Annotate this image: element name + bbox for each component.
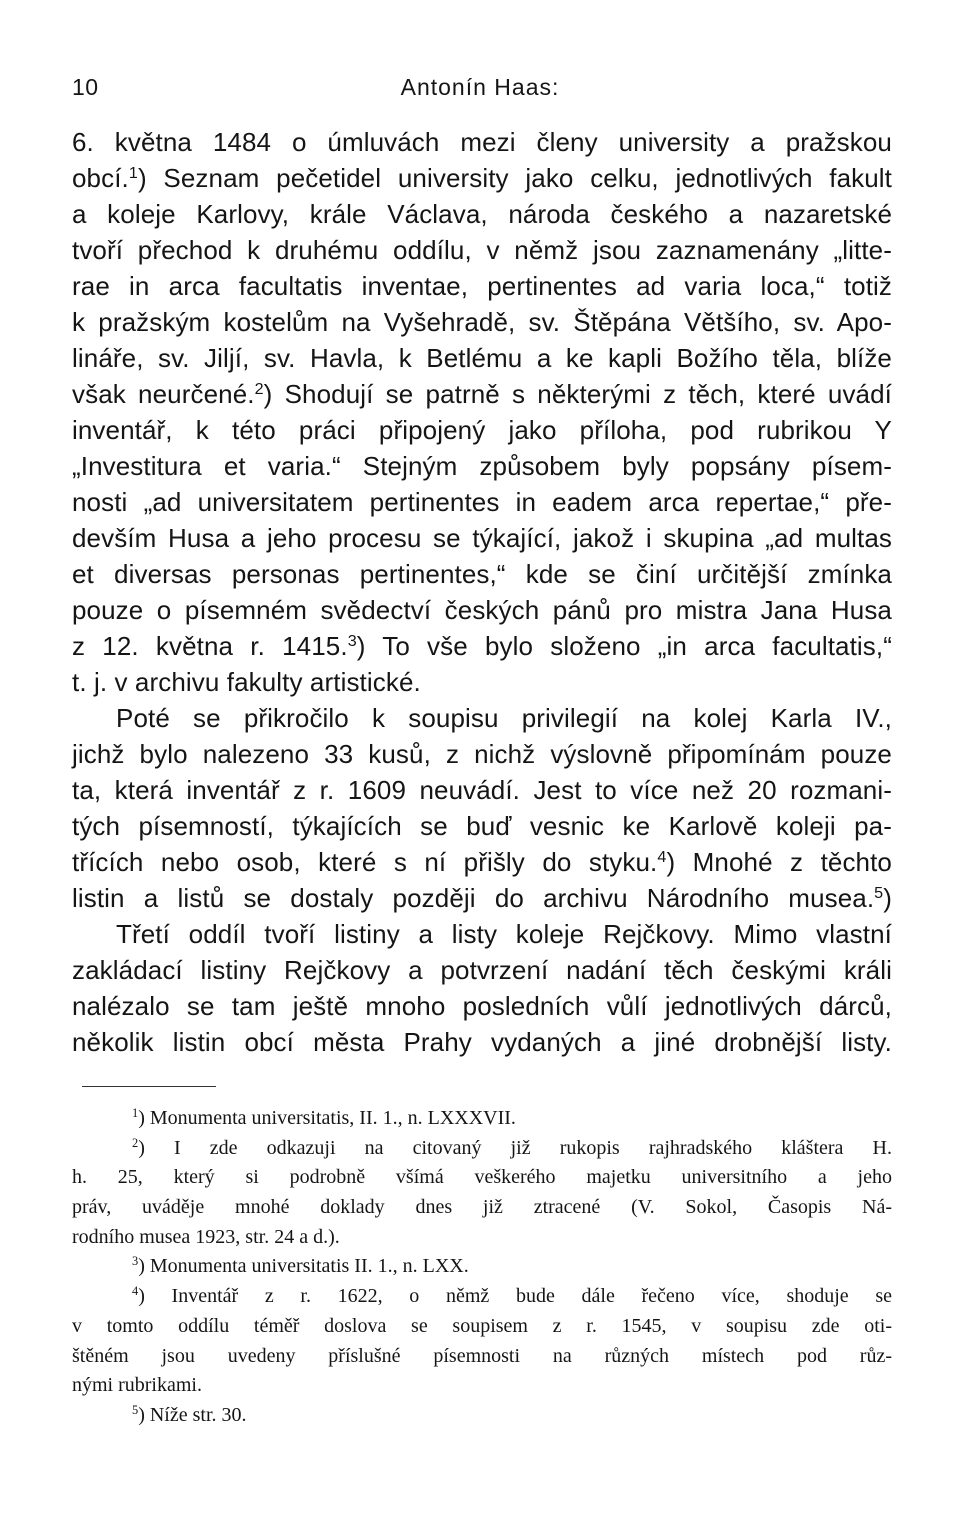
body-line: [72, 520, 892, 556]
text-run: ) Níže str. 30.: [138, 1403, 247, 1426]
text-run: zakládací listiny Rejčkovy a potvrzení nadání těch českými králi: [72, 955, 892, 985]
footnote-separator: [82, 1086, 216, 1087]
text-run: pouze o písemném svědectví českých pánů pro mistra Jana Husa: [72, 595, 892, 625]
footnote-marker: 5: [132, 1403, 139, 1418]
footnote-line: [72, 1163, 892, 1193]
text-run: ) Mnohé z těchto: [666, 847, 892, 877]
body-line: [72, 664, 892, 700]
footnote-line: [72, 1312, 892, 1342]
footnote-line: [72, 1252, 892, 1282]
text-run: rae in arca facultatis inventae, pertinentes ad varia loca,“ totiž: [72, 271, 892, 301]
text-run: však neurčené.: [72, 379, 255, 409]
footnote-marker: 3: [132, 1254, 139, 1269]
footnote-line: [72, 1104, 892, 1134]
footnote-line: [72, 1371, 892, 1401]
text-run: obcí.: [72, 163, 129, 193]
text-run: ): [883, 883, 892, 913]
body-line: [72, 304, 892, 340]
body-line: [72, 448, 892, 484]
text-run: ) Monumenta universitatis II. 1., n. LXX.: [138, 1255, 469, 1278]
footnote-line: [72, 1342, 892, 1372]
text-run: ) Shodují se patrně s některými z těch, které uvádí: [263, 379, 892, 409]
footnote-line: [72, 1401, 892, 1431]
text-run: Třetí oddíl tvoří listiny a listy koleje Rejčkovy. Mimo vlastní: [116, 919, 892, 949]
text-run: z 12. května r. 1415.: [72, 631, 348, 661]
text-run: k pražským kostelům na Vyšehradě, sv. Štěpána Většího, sv. Apo-: [72, 307, 892, 337]
footnote-marker: 4: [657, 848, 667, 867]
text-run: t. j. v archivu fakulty artistické.: [72, 667, 421, 697]
body-line: [72, 412, 892, 448]
body-line: [72, 376, 892, 412]
text-run: tvoří přechod k druhému oddílu, v němž jsou zaznamenány „litte-: [72, 235, 892, 265]
body-line: [72, 592, 892, 628]
text-run: Poté se přikročilo k soupisu privilegií na kolej Karla IV.,: [116, 703, 892, 733]
body-line: [72, 124, 892, 160]
footnote-line: [72, 1223, 892, 1253]
body-line: [72, 880, 892, 916]
body-line: [72, 844, 892, 880]
text-run: v tomto oddílu téměř doslova se soupisem z r. 1545, v soupisu zde oti-: [72, 1314, 892, 1337]
body-line: [72, 952, 892, 988]
text-run: „Investitura et varia.“ Stejným způsobem byly popsány písem-: [72, 451, 892, 481]
footnote-marker: 2: [132, 1135, 139, 1150]
text-run: lináře, sv. Jiljí, sv. Havla, k Betlému a ke kapli Božího těla, blíže: [72, 343, 892, 373]
footnote-marker: 3: [347, 632, 357, 651]
text-run: devším Husa a jeho procesu se týkající, jakož i skupina „ad multas: [72, 523, 892, 553]
footnote-marker: 1: [132, 1106, 139, 1121]
body-line: [72, 808, 892, 844]
body-line: [72, 736, 892, 772]
text-run: h. 25, který si podrobně všímá veškerého majetku universitního a jeho: [72, 1166, 892, 1189]
body-line: [72, 196, 892, 232]
body-line: [72, 232, 892, 268]
footnotes: [72, 1104, 892, 1431]
text-run: několik listin obcí města Prahy vydaných a jiné drobnější listy.: [72, 1027, 892, 1057]
text-run: ) Inventář z r. 1622, o němž bude dále řečeno více, shoduje se: [138, 1285, 892, 1308]
running-title: Antonín Haas:: [400, 74, 560, 100]
footnote-marker: 1: [128, 164, 138, 183]
text-run: štěném jsou uvedeny příslušné písemnosti na různých místech pod růz-: [72, 1344, 892, 1367]
footnote-marker: 4: [132, 1284, 139, 1299]
body-line: [72, 628, 892, 664]
body-text: [72, 124, 892, 1060]
footnote-line: [72, 1134, 892, 1164]
text-run: listin a listů se dostaly později do archivu Národního musea.: [72, 883, 875, 913]
body-line: [72, 268, 892, 304]
body-line: [72, 916, 892, 952]
text-run: inventář, k této práci připojený jako příloha, pod rubrikou Y: [72, 415, 892, 445]
body-line: [72, 556, 892, 592]
page-number: 10: [72, 74, 99, 100]
footnote-line: [72, 1193, 892, 1223]
text-run: rodního musea 1923, str. 24 a d.).: [72, 1225, 340, 1248]
text-run: třících nebo osob, které s ní přišly do styku.: [72, 847, 658, 877]
text-run: ) Seznam pečetidel university jako celku, jednotlivých fakult: [137, 163, 892, 193]
footnote-marker: 2: [254, 380, 264, 399]
text-run: ta, která inventář z r. 1609 neuvádí. Jest to více než 20 rozmani-: [72, 775, 892, 805]
text-run: et diversas personas pertinentes,“ kde se činí určitější zmínka: [72, 559, 892, 589]
body-line: [72, 340, 892, 376]
text-run: jichž bylo nalezeno 33 kusů, z nichž výslovně připomínám pouze: [72, 739, 892, 769]
footnote-marker: 5: [874, 884, 884, 903]
text-run: tých písemností, týkajících se buď vesnic ke Karlově koleji pa-: [72, 811, 892, 841]
text-run: ) To vše bylo složeno „in arca facultatis,“: [356, 631, 892, 661]
body-line: [72, 1024, 892, 1060]
text-run: a koleje Karlovy, krále Václava, národa českého a nazaretské: [72, 199, 892, 229]
text-run: ) I zde odkazuji na citovaný již rukopis rajhradského kláštera H.: [138, 1136, 892, 1159]
text-run: nosti „ad universitatem pertinentes in eadem arca repertae,“ pře-: [72, 487, 892, 517]
text-run: práv, uváděje mnohé doklady dnes již ztracené (V. Sokol, Časopis Ná-: [72, 1196, 892, 1219]
text-run: nými rubrikami.: [72, 1374, 202, 1397]
page-header: [72, 74, 888, 108]
text-run: 6. května 1484 o úmluvách mezi členy university a pražskou: [72, 127, 892, 157]
body-line: [72, 772, 892, 808]
body-line: [72, 700, 892, 736]
text-run: ) Monumenta universitatis, II. 1., n. LXXXVII.: [138, 1107, 516, 1129]
footnote-line: [72, 1282, 892, 1312]
body-line: [72, 988, 892, 1024]
text-run: nalézalo se tam ještě mnoho posledních vůlí jednotlivých dárců,: [72, 991, 892, 1021]
body-line: [72, 160, 892, 196]
body-line: [72, 484, 892, 520]
